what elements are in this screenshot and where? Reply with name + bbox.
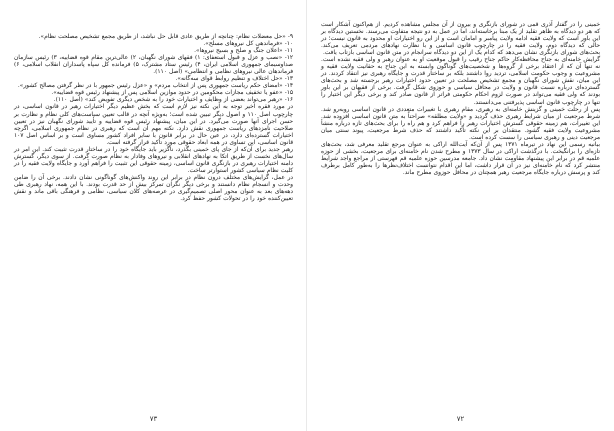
page-number: ۷۲ [456,415,465,423]
list-item: ۱۶- «رهبر می‌تواند بعضی از وظایف و اختیارات خود را به شخص دیگری تفویض کند» (اصل ۱۱۰). [53,97,293,104]
list-item: ۱۲- «نصب و عزل و قبول استعفای: ۱) فقهای شورای نگهبان، ۲) عالی‌ترین مقام قوه قضاییه، ۳) رئیس سازمان صداوسیمای جمهوری اسلامی ایران، ۴) رئیس ستاد مشترک، ۵) فرمانده کل سپاه پاسداران انقلاب اسلامی، ۶) فرماندهان عالی نیروهای نظامی و انتظامی» (اصل ۱۱۰). [14,55,293,76]
paragraph: در مورد فقره اخیر توجه به این نکته نیز لازم است که بخش عظیم دیگر اختیارات رهبر در قانون اساسی، در چارچوب اصل ۱۱۰ و اصول دیگر تبیین شده است؛ به‌ویژه آنچه در قالب تعیین سیاست‌های کلی نظام و نظارت بر حسن اجرای آنها صورت می‌گیرد. در این میان، پیشنهاد رئیس قوه قضاییه و تأیید شورای نگهبان نیز در تعیین صلاحیت نامزدهای ریاست جمهوری نقش دارد. نکته مهم آن است که رهبری در نظام جمهوری اسلامی، اگرچه اختیارات گسترده‌ای دارد، در عین حال در برابر قانون با سایر افراد کشور مساوی است و بر اساس اصل ۱۰۷ قانون اساسی، این تساوی در همه ابعاد حقوقی مورد تأکید قرار گرفته است. [14,104,293,146]
list-item: ۹- «حل معضلات نظام: چنانچه از طریق عادی قابل حل نباشد، از طریق مجمع تشخیص مصلحت نظام». [38,34,293,40]
paragraph: خمینی را در گفتار آذری قمی در شورای بازنگری و بیرون از آن مجلس مشاهده کردیم. از هم‌اکنون آشکار است که هر دو دیدگاه به ظاهر تقلید از یک مبنا برخاسته‌اند، اما در عمل به دو نتیجه متفاوت می‌رسند. نخستین دیدگاه بر این باور است که ولایت فقیه ادامه ولایت پیامبر و امامان است و از این رو اختیارات او محدود به قانون نیست؛ در حالی که دیدگاه دوم، ولایت فقیه را در چارچوب قانون اساسی و با نظارت نهادهای مردمی تعریف می‌کند. بحث‌های شورای بازنگری نشان می‌دهد که کدام یک از این دو دیدگاه سرانجام در متن قانون اساسی بازتاب یافت. [321,22,600,57]
list-item: ۱۴- «امضای حکم ریاست جمهوری پس از انتخاب مردم» و «عزل رئیس جمهور با در نظر گرفتن مصالح کشور». [17,83,293,90]
paragraph: در عمل، گرایش‌های مختلف درون نظام در برابر این روند واکنش‌های گوناگونی نشان دادند. برخی آن را ضامن وحدت و انسجام نظام دانستند و برخی دیگر نگران تمرکز بیش از حد قدرت بودند. با این همه، نهاد رهبری طی دهه‌های بعد به عنوان محور اصلی تصمیم‌گیری در عرصه‌های کلان سیاسی، نظامی و فرهنگی باقی ماند و نقش تعیین‌کننده خود را در تحولات کشور حفظ کرد. [14,174,293,203]
list-item: ۱۵- «عفو یا تخفیف مجازات محکومین در حدود موازین اسلامی پس از پیشنهاد رئیس قوه قضاییه». [51,90,293,97]
list-item: ۱۳- «حل اختلاف و تنظیم روابط قوای سه‌گانه». [175,76,293,83]
paragraph: پس از رحلت خمینی و گزینش خامنه‌ای به رهبری، مقام رهبری با تغییرات متعددی در قانون اساسی روبه‌رو شد. شرط مرجعیت از میان شرایط رهبری حذف گردید و «ولایت مطلقه» صراحتاً به متن قانون اساسی افزوده شد. این تغییرات، هم زمینه حقوقی گسترش اختیارات رهبر را فراهم کرد و هم راه را برای بحث‌های تازه درباره منشأ مشروعیت ولایت فقیه گشود. منتقدان بر این نکته تأکید داشتند که حذف شرط مرجعیت، پیوند سنتی میان مرجعیت دینی و رهبری سیاسی را سست کرده است. [321,106,600,141]
paragraph: گرایش خامنه‌ای به جناح محافظه‌کار حاکم جناح رقیب را قبول موقعیت او به عنوان رهبر و ولی فقیه نشده است. نه تنها آن که از اعتقاد برخی از گروه‌ها و شخصیت‌های گوناگون وابسته به این جناح به حقانیت ولایت فقیه و مشروعیت و وجوب حکومت اسلامی، تردید روا داشتند بلکه بر ساختار قدرت و جایگاه رهبری نیز انتقاد کردند. در این میان، نقش شورای نگهبان و مجمع تشخیص مصلحت در تعیین حدود اختیارات رهبر برجسته شد و بحث‌های گسترده‌ای درباره نسبت قانون و ولایت در محافل سیاسی و حوزوی شکل گرفت. برخی از فقیهان بر این باور بودند که ولی فقیه می‌تواند در صورت لزوم احکام حکومتی فراتر از قانون صادر کند و برخی دیگر این اختیار را تنها در چارچوب قانون اساسی پذیرفتنی می‌دانستند. [321,57,600,106]
left-page-text [14,22,293,203]
page-number: ۷۳ [149,415,158,423]
left-page-list [14,34,293,104]
right-page-text [321,22,600,177]
paragraph: بیانیه رسمی این نهاد در تیرماه ۱۳۷۱ پس از آن‌که آیت‌الله اراکی به عنوان مرجع تقلید معرفی شد، بحث‌های تازه‌ای را برانگیخت. با درگذشت اراکی در سال ۱۳۷۳ و مطرح شدن نام خامنه‌ای برای مرجعیت، بخشی از حوزه علمیه قم در برابر این پیشنهاد مقاومت نشان داد. جامعه مدرسین حوزه علمیه قم فهرستی از مراجع واجد شرایط منتشر کرد که نام خامنه‌ای نیز در آن قرار داشت، اما این اقدام نتوانست اختلاف‌نظرها را به‌طور کامل برطرف کند و پرسش درباره جایگاه مرجعیت رهبر همچنان در محافل حوزوی مطرح ماند. [321,141,600,176]
paragraph: رهبر جدید برای آن‌که از جای پای خمینی بگذرد، ناگزیر باید جایگاه خود را در ساختار قدرت تثبیت کند. این امر در سال‌های نخست از طریق اتکا به نهادهای انقلابی و نیروهای وفادار به نظام صورت گرفت. از سوی دیگر، گسترش دامنه اختیارات رهبری در بازنگری قانون اساسی، زمینه حقوقی این تثبیت را فراهم آورد و جایگاه ولایت فقیه را در کلیت نظام سیاسی کشور استوارتر ساخت. [14,146,293,174]
right-page [307,0,614,431]
list-item: ۱۰- «فرماندهی کل نیروهای مسلح». [203,41,293,48]
list-item: ۱۱- «اعلان جنگ و صلح و بسیج نیروها». [194,48,293,55]
